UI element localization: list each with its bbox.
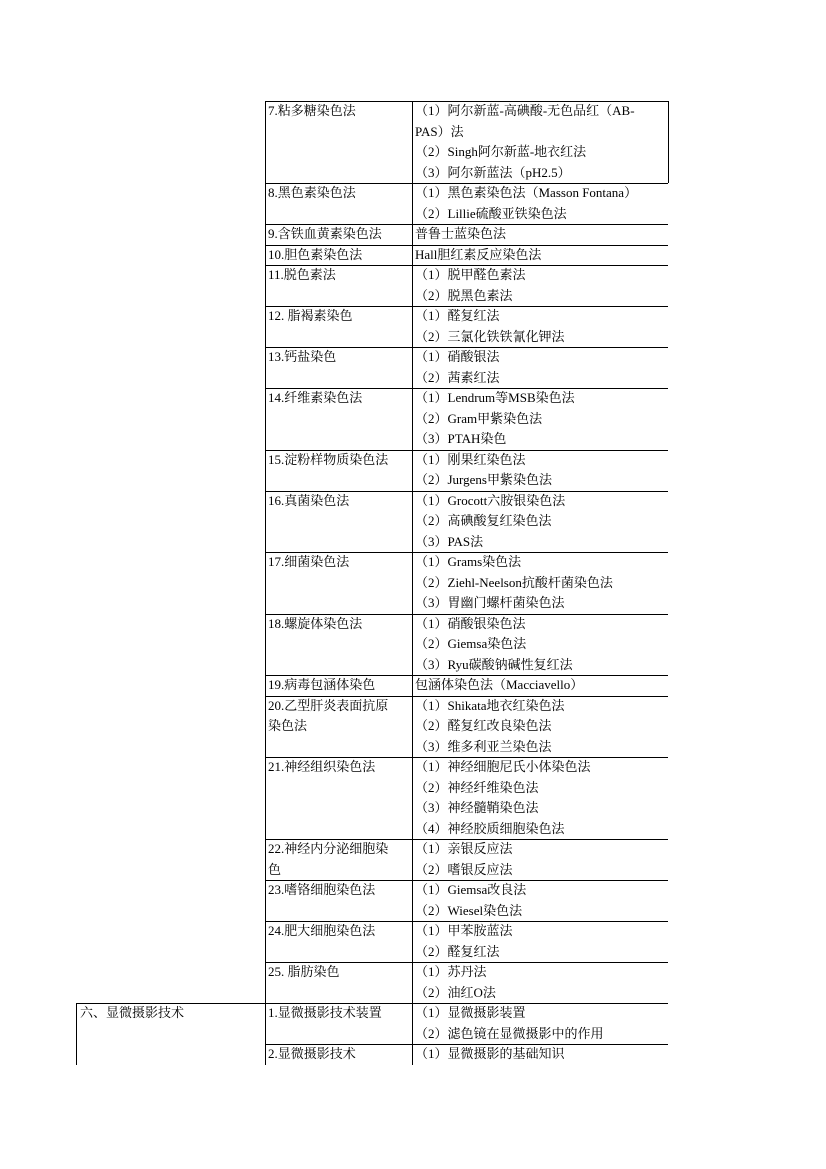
method-cell — [415, 1003, 604, 1044]
method-text: （1）刚果红染色法 — [415, 451, 526, 467]
method-text: （3）PTAH染色 — [415, 431, 507, 446]
method-text: （3）阿尔新蓝法（pH2.5） — [415, 164, 571, 180]
topic-left-border — [265, 224, 266, 245]
method-cell — [415, 962, 496, 1003]
method-cell — [415, 183, 637, 224]
method-left-border — [412, 183, 413, 224]
method-text: Hall胆红素反应染色法 — [415, 246, 542, 262]
method-text: （3）胃幽门螺杆菌染色法 — [415, 595, 565, 610]
method-text: 普鲁士蓝染色法 — [415, 226, 507, 241]
method-text: （2）油红O法 — [415, 984, 496, 1000]
method-left-border — [412, 224, 413, 245]
method-text: （1）醛复红法 — [415, 308, 500, 323]
method-text: （1）苏丹法 — [415, 964, 487, 979]
topic-text: 19.病毒包涵体染色 — [268, 677, 376, 692]
method-text: （2）三氯化铁铁氰化钾法 — [415, 328, 565, 344]
method-text: （2）神经纤维染色法 — [415, 779, 539, 795]
topic-cell — [268, 245, 362, 266]
method-text: （1）黑色素染色法（Masson Fontana） — [415, 185, 638, 200]
method-text: （1）Shikata地衣红染色法 — [415, 697, 565, 713]
method-cell — [415, 552, 613, 614]
method-text: （3）维多利亚兰染色法 — [415, 738, 552, 754]
method-left-border — [412, 1044, 413, 1065]
topic-text: 11.脱色素法 — [268, 267, 336, 282]
topic-cell — [268, 450, 388, 471]
topic-cell — [268, 183, 356, 204]
method-text: （1）Lendrum等MSB染色法 — [415, 390, 575, 405]
topic-left-border — [265, 450, 266, 491]
method-cell — [415, 880, 526, 921]
method-cell — [415, 839, 513, 880]
table-right-border — [668, 101, 669, 183]
method-cell — [415, 265, 526, 306]
topic-left-border — [265, 757, 266, 839]
method-text: （3）神经髓鞘染色法 — [415, 800, 539, 815]
method-cell — [415, 101, 635, 183]
method-text: （1）硝酸银法 — [415, 349, 500, 364]
topic-cell — [268, 491, 349, 512]
topic-text: 18.螺旋体染色法 — [268, 615, 363, 631]
method-left-border — [412, 614, 413, 676]
topic-cell — [268, 265, 336, 286]
method-left-border — [412, 388, 413, 450]
topic-left-border — [265, 552, 266, 614]
method-cell — [415, 614, 573, 676]
method-text: （2）高碘酸复红染色法 — [415, 513, 552, 528]
topic-text: 1.显微摄影技术装置 — [268, 1005, 382, 1020]
method-text: （2）茜素红法 — [415, 369, 500, 385]
topic-left-border — [265, 101, 266, 183]
method-cell — [415, 921, 513, 962]
section-left-border — [76, 1003, 77, 1065]
topic-text: 染色法 — [268, 718, 308, 733]
topic-left-border — [265, 183, 266, 224]
method-text: （2）Ziehl-Neelson抗酸杆菌染色法 — [415, 574, 613, 590]
method-left-border — [412, 306, 413, 347]
method-left-border — [412, 450, 413, 491]
method-left-border — [412, 839, 413, 880]
topic-text: 13.钙盐染色 — [268, 349, 337, 364]
topic-left-border — [265, 839, 266, 880]
method-left-border — [412, 757, 413, 839]
method-cell — [415, 347, 500, 388]
method-cell — [415, 245, 541, 266]
topic-cell — [268, 224, 382, 245]
method-text: （2）脱黑色素法 — [415, 287, 513, 303]
method-left-border — [412, 1003, 413, 1044]
topic-cell — [268, 306, 353, 327]
topic-cell — [268, 675, 375, 696]
topic-cell — [268, 388, 362, 409]
method-text: PAS）法 — [415, 123, 464, 139]
topic-cell — [268, 1003, 382, 1024]
topic-cell — [268, 101, 356, 122]
method-text: （2）Lillie硫酸亚铁染色法 — [415, 205, 567, 221]
method-text: （3）PAS法 — [415, 533, 484, 549]
topic-text: 16.真菌染色法 — [268, 492, 350, 508]
method-text: （2）嗜银反应法 — [415, 861, 513, 877]
method-text: （1）甲苯胺蓝法 — [415, 923, 513, 938]
method-left-border — [412, 675, 413, 696]
topic-left-border — [265, 921, 266, 962]
method-text: （1）Grams染色法 — [415, 554, 522, 569]
method-left-border — [412, 101, 413, 183]
topic-text: 25. 脂肪染色 — [268, 964, 340, 979]
method-text: （1）Grocott六胺银染色法 — [415, 492, 566, 508]
topic-cell — [268, 347, 336, 368]
topic-text: 色 — [268, 861, 282, 877]
topic-text: 2.显微摄影技术 — [268, 1046, 356, 1061]
topic-text: 7.粘多糖染色法 — [268, 103, 356, 118]
method-cell — [415, 306, 565, 347]
topic-left-border — [265, 696, 266, 758]
topic-left-border — [265, 245, 266, 266]
topic-text: 21.神经组织染色法 — [268, 759, 376, 774]
method-left-border — [412, 962, 413, 1003]
method-text: （2）醛复红法 — [415, 943, 500, 959]
method-text: （1）Giemsa改良法 — [415, 882, 527, 897]
topic-left-border — [265, 962, 266, 1003]
topic-left-border — [265, 1003, 266, 1044]
method-left-border — [412, 347, 413, 388]
method-cell — [415, 1044, 565, 1065]
method-text: （1）硝酸银染色法 — [415, 615, 526, 631]
topic-text: 15.淀粉样物质染色法 — [268, 451, 389, 467]
topic-cell — [268, 921, 375, 942]
method-left-border — [412, 921, 413, 962]
topic-text: 10.胆色素染色法 — [268, 246, 363, 262]
topic-cell — [268, 696, 388, 737]
method-cell — [415, 450, 552, 491]
method-text: （2）Singh阿尔新蓝-地衣红法 — [415, 144, 587, 159]
method-text: 包涵体染色法（Macciavello） — [415, 677, 584, 692]
topic-cell — [268, 757, 375, 778]
section-title: 六、显微摄影技术 — [80, 1005, 185, 1020]
topic-left-border — [265, 388, 266, 450]
method-cell — [415, 696, 565, 758]
topic-text: 22.神经内分泌细胞染 — [268, 841, 389, 856]
method-text: （1）脱甲醛色素法 — [415, 267, 526, 282]
method-text: （2）Giemsa染色法 — [415, 636, 527, 651]
method-left-border — [412, 491, 413, 553]
topic-left-border — [265, 306, 266, 347]
method-cell — [415, 675, 583, 696]
method-text: （2）醛复红改良染色法 — [415, 718, 552, 733]
method-cell — [415, 388, 575, 450]
method-cell — [415, 757, 591, 839]
topic-cell — [268, 880, 375, 901]
topic-left-border — [265, 880, 266, 921]
topic-text: 24.肥大细胞染色法 — [268, 923, 376, 938]
topic-left-border — [265, 347, 266, 388]
topic-left-border — [265, 265, 266, 306]
topic-text: 8.黑色素染色法 — [268, 185, 356, 200]
topic-cell — [268, 614, 362, 635]
topic-text: 12. 脂褐素染色 — [268, 308, 353, 323]
topic-left-border — [265, 675, 266, 696]
method-text: （1）阿尔新蓝-高碘酸-无色品红（AB- — [415, 103, 635, 118]
method-left-border — [412, 265, 413, 306]
topic-text: 20.乙型肝炎表面抗原 — [268, 697, 389, 713]
method-text: （2）滤色镜在显微摄影中的作用 — [415, 1025, 604, 1041]
topic-text: 17.细菌染色法 — [268, 554, 350, 569]
topic-text: 14.纤维素染色法 — [268, 390, 363, 405]
method-text: （2）Gram甲紫染色法 — [415, 410, 543, 426]
method-text: （1）亲银反应法 — [415, 841, 513, 856]
topic-left-border — [265, 1044, 266, 1065]
method-cell — [415, 224, 506, 245]
method-left-border — [412, 552, 413, 614]
topic-left-border — [265, 491, 266, 553]
topic-cell — [268, 839, 388, 880]
topic-text: 9.含铁血黄素染色法 — [268, 226, 382, 241]
method-cell — [415, 491, 565, 553]
topic-text: 23.嗜铬细胞染色法 — [268, 882, 376, 897]
method-text: （4）神经胶质细胞染色法 — [415, 820, 565, 836]
method-left-border — [412, 696, 413, 758]
method-left-border — [412, 880, 413, 921]
topic-cell — [268, 1044, 356, 1065]
method-left-border — [412, 245, 413, 266]
method-text: （3）Ryu碳酸钠碱性复红法 — [415, 656, 573, 672]
topic-left-border — [265, 614, 266, 676]
topic-cell — [268, 552, 349, 573]
topic-cell — [268, 962, 340, 983]
method-text: （1）显微摄影装置 — [415, 1005, 526, 1020]
method-text: （1）神经细胞尼氏小体染色法 — [415, 759, 591, 774]
method-text: （1）显微摄影的基础知识 — [415, 1046, 565, 1061]
method-text: （2）Jurgens甲紫染色法 — [415, 472, 552, 487]
method-text: （2）Wiesel染色法 — [415, 902, 523, 918]
